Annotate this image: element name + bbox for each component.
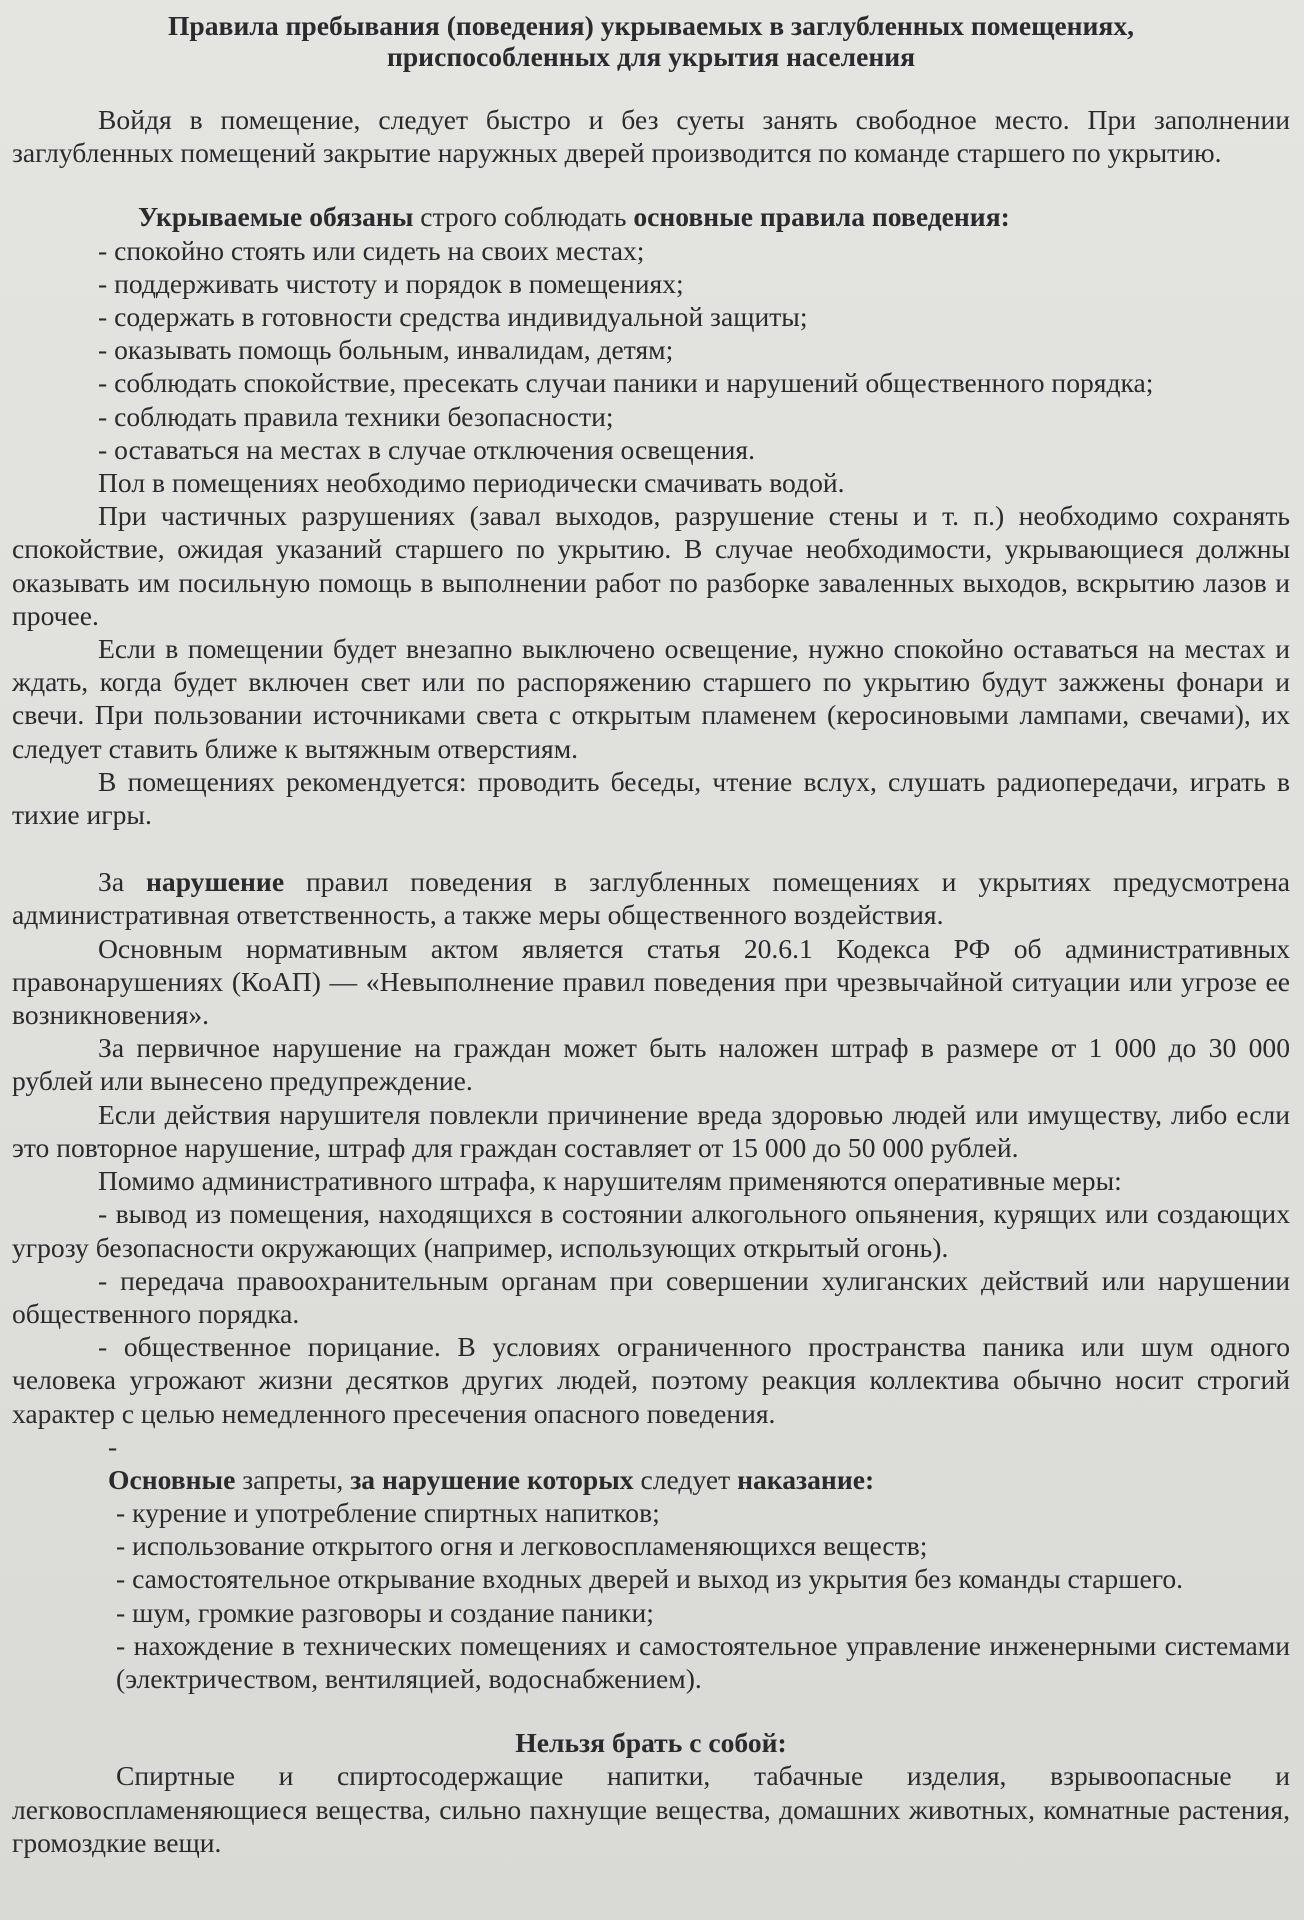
bans-heading-bold-1: Основные xyxy=(108,1463,236,1495)
title-line-1: Правила пребывания (поведения) укрываемых в заглубленных помещениях, xyxy=(167,10,1135,41)
duties-heading-bold-1: Укрываемые обязаны xyxy=(138,201,414,233)
spacer xyxy=(12,831,1290,865)
ban-item: - курение и употребление спиртных напитков; xyxy=(116,1496,660,1528)
duty-item: - соблюдать спокойствие, пресекать случаи паники и нарушений общественного порядка; xyxy=(98,367,1154,399)
stray-dash: - xyxy=(108,1430,118,1462)
duty-item: - оставаться на местах в случае отключения освещения. xyxy=(98,433,755,465)
duties-heading xyxy=(12,200,1290,233)
spacer xyxy=(12,169,1290,200)
lighting-paragraph: Если в помещении будет внезапно выключено освещение, нужно спокойно оставаться на местах и ждать, когда будет включен свет или по распоряжению старшего по укрытию будут зажжены фонари и свечи. При пользовании источниками света с открытым пламенем (керосиновыми лампами, свечами), их следует ставить ближе к вытяжным отверстиям. xyxy=(12,633,1290,764)
bans-heading-normal-1: запреты, xyxy=(235,1463,351,1495)
damage-paragraph: При частичных разрушениях (завал выходов, разрушение стены и т. п.) необходимо сохранять спокойствие, ожидая указаний старшего по укрытию. В случае необходимости, укрывающиеся должны оказывать им посильную помощь в выполнении работ по разборке заваленных выходов, вскрытию лазов и прочее. xyxy=(12,500,1290,631)
bans-heading-bold-3: наказание: xyxy=(737,1463,875,1495)
duty-item: - содержать в готовности средства индивидуальной защиты; xyxy=(98,301,808,333)
duty-item: - оказывать помощь больным, инвалидам, детям; xyxy=(98,334,674,366)
forbidden-paragraph: Спиртные и спиртосодержащие напитки, табачные изделия, взрывоопасные и легковоспламеняющиеся вещества, сильно пахнущие вещества, домашних животных, комнатные растения, громоздкие вещи. xyxy=(12,1760,1290,1858)
duty-item: - соблюдать правила техники безопасности; xyxy=(98,400,614,432)
spacer xyxy=(12,1695,1290,1726)
bans-heading xyxy=(12,1463,1290,1496)
recommended-paragraph: В помещениях рекомендуется: проводить беседы, чтение вслух, слушать радиопередачи, играть в тихие игры. xyxy=(12,765,1290,831)
bans-heading-normal-2: следует xyxy=(633,1463,738,1495)
duties-heading-bold-2: основные правила поведения: xyxy=(633,201,1010,233)
ban-item: - нахождение в технических помещениях и самостоятельное управление инженерными системами (электричеством, вентиляцией, водоснабжением). xyxy=(116,1629,1290,1694)
measure-item: - вывод из помещения, находящихся в состоянии алкогольного опьянения, курящих или создающих угрозу безопасности окружающих (например, использующих открытый огонь). xyxy=(12,1198,1290,1263)
forbidden-heading: Нельзя брать с собой: xyxy=(515,1727,787,1759)
measure-item: - передача правоохранительным органам при совершении хулиганских действий или нарушении общественного порядка. xyxy=(12,1264,1290,1329)
law-paragraph: Основным нормативным актом является статья 20.6.1 Кодекса РФ об административных правонарушениях (КоАП) — «Невыполнение правил поведения при чрезвычайной ситуации или угрозе ее возникновения». xyxy=(12,932,1290,1031)
measure-item: - общественное порицание. В условиях ограниченного пространства паника или шум одного человека угрожают жизни десятков других людей, поэтому реакция коллектива обычно носит строгий характер с целью немедленного пресечения опасного поведения. xyxy=(12,1331,1290,1429)
intro-paragraph: Войдя в помещение, следует быстро и без суеты занять свободное место. При заполнении заглубленных помещений закрытие наружных дверей производится по команде старшего по укрытию. xyxy=(12,104,1290,169)
measures-intro: Помимо административного штрафа, к нарушителям применяются оперативные меры: xyxy=(98,1165,1122,1197)
floor-paragraph: Пол в помещениях необходимо периодически смачивать водой. xyxy=(98,467,845,499)
bans-heading-bold-2: за нарушение которых xyxy=(350,1463,634,1495)
violations-intro-prefix: За xyxy=(98,866,146,898)
ban-item: - шум, громкие разговоры и создание паники; xyxy=(116,1596,654,1628)
spacer xyxy=(12,72,1290,103)
violations-intro xyxy=(12,865,1290,931)
duty-item: - спокойно стоять или сидеть на своих местах; xyxy=(98,234,645,266)
title-line-2: приспособленных для укрытия населения xyxy=(386,41,916,72)
document-title xyxy=(12,10,1290,72)
duty-item: - поддерживать чистоту и порядок в помещениях; xyxy=(98,267,684,299)
repeat-fine-paragraph: Если действия нарушителя повлекли причинение вреда здоровью людей или имуществу, либо если это повторное нарушение, штраф для граждан составляет от 15 000 до 50 000 рублей. xyxy=(12,1098,1290,1163)
first-fine-paragraph: За первичное нарушение на граждан может быть наложен штраф в размере от 1 000 до 30 000 рублей или вынесено предупреждение. xyxy=(12,1032,1290,1097)
ban-item: - самостоятельное открывание входных дверей и выход из укрытия без команды старшего. xyxy=(116,1563,1184,1595)
ban-item: - использование открытого огня и легковоспламеняющихся веществ; xyxy=(116,1530,928,1562)
violations-intro-bold: нарушение xyxy=(146,866,285,898)
duties-heading-normal: строго соблюдать xyxy=(413,201,634,233)
violations-intro-rest: правил поведения в заглубленных помещениях и укрытиях предусмотрена административная ответственность, а также меры общественного воздействия. xyxy=(12,866,1290,931)
